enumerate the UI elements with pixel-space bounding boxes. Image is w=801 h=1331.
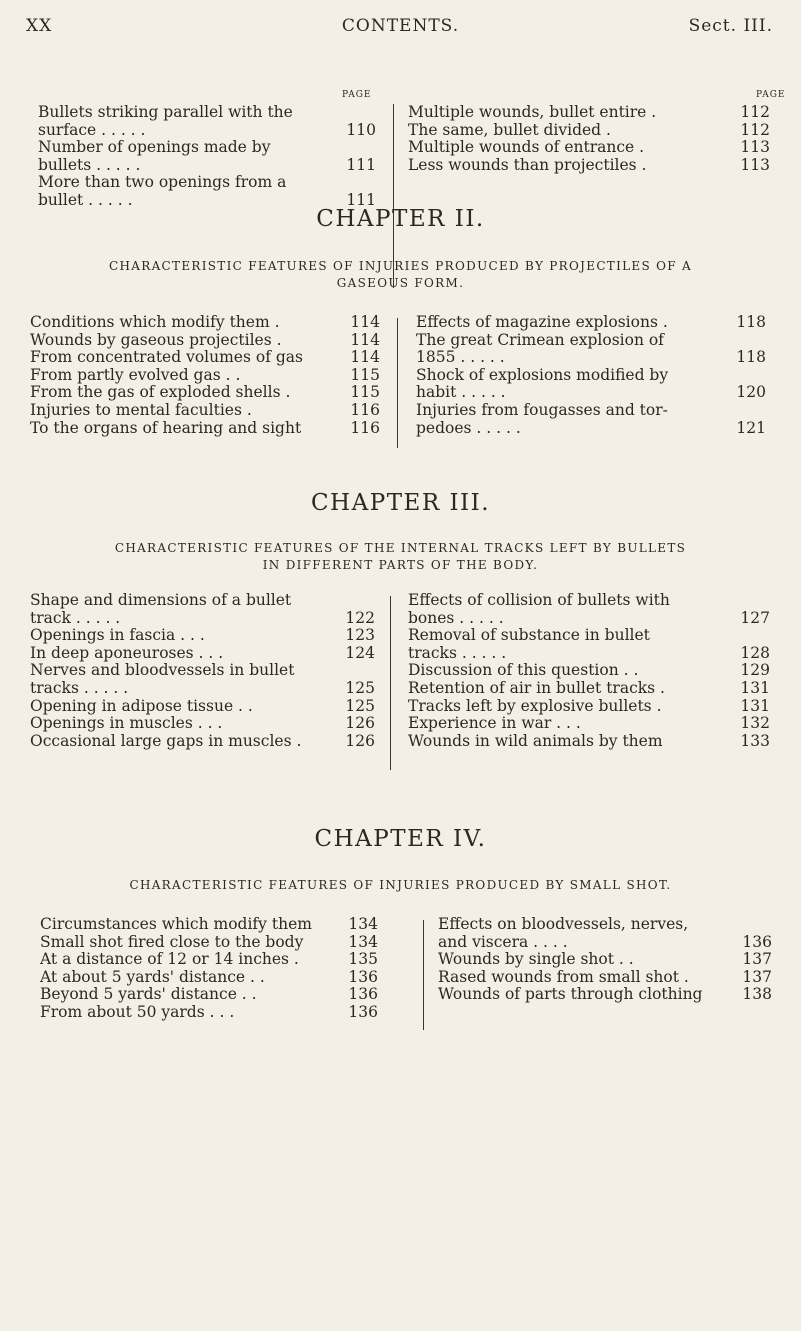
toc-entry-title: More than two openings from a	[38, 173, 287, 192]
toc-entry-title: Retention of air in bullet tracks .	[408, 678, 665, 697]
toc-entry-title: To the organs of hearing and sight	[30, 418, 302, 437]
chapter-2-right-column	[416, 314, 766, 437]
toc-entry	[30, 645, 375, 663]
running-title: CONTENTS.	[341, 16, 460, 36]
page-column-label: PAGE	[342, 90, 372, 100]
toc-entry-title: Openings in fascia . . .	[30, 626, 205, 645]
toc-entry-title: Tracks left by explosive bullets .	[408, 696, 662, 715]
toc-entry-title: bullet . . . . .	[38, 190, 133, 209]
toc-entry-page: 122	[345, 608, 375, 627]
toc-entry	[30, 332, 380, 350]
toc-entry-title: Shock of explosions modified by	[416, 365, 669, 384]
running-header	[0, 16, 801, 46]
chapter-4-left-column	[40, 916, 378, 1022]
toc-entry-title: From the gas of exploded shells .	[30, 383, 291, 402]
toc-entry-page: 128	[740, 643, 770, 662]
chapter-3-contents	[0, 592, 801, 778]
toc-entry-title: From concentrated volumes of gas	[30, 348, 303, 367]
toc-entry-page: 138	[742, 985, 772, 1004]
toc-entry-title: Bullets striking parallel with the	[38, 103, 293, 121]
toc-entry	[30, 698, 375, 716]
toc-entry	[408, 662, 770, 680]
toc-entry-title: track . . . . .	[30, 608, 121, 627]
toc-entry-title: Effects of collision of bullets with	[408, 591, 670, 609]
toc-entry-page: 125	[345, 696, 375, 715]
toc-entry	[40, 986, 378, 1004]
toc-entry	[416, 367, 766, 402]
toc-entry-title: Small shot fired close to the body	[40, 932, 304, 951]
toc-entry-title: Effects on bloodvessels, nerves,	[438, 915, 689, 933]
toc-entry-title: Shape and dimensions of a bullet	[30, 591, 292, 609]
toc-entry-page: 131	[740, 678, 770, 697]
toc-entry	[408, 627, 770, 662]
subtitle-line: CHARACTERISTIC FEATURES OF INJURIES PRODUCED BY PROJECTILES OF A	[109, 259, 692, 273]
toc-entry	[30, 592, 375, 627]
column-divider	[390, 596, 391, 770]
toc-entry-title: habit . . . . .	[416, 383, 506, 402]
toc-entry-page: 112	[740, 120, 770, 139]
toc-entry-page: 111	[346, 190, 376, 209]
toc-entry-page: 132	[740, 714, 770, 733]
toc-entry-page: 127	[740, 608, 770, 627]
toc-entry	[30, 349, 380, 367]
toc-entry	[38, 104, 376, 139]
toc-entry	[40, 951, 378, 969]
toc-entry-title: Conditions which modify them .	[30, 313, 280, 331]
toc-entry	[416, 314, 766, 332]
toc-entry-title: At about 5 yards' distance . .	[40, 967, 265, 986]
toc-entry-title: Injuries to mental faculties .	[30, 400, 252, 419]
toc-entry-title: Occasional large gaps in muscles .	[30, 731, 302, 750]
page-number-roman: XX	[26, 16, 53, 36]
subtitle-line: IN DIFFERENT PARTS OF THE BODY.	[262, 558, 539, 572]
section-label: Sect. III.	[688, 16, 773, 36]
toc-entry-page: 118	[736, 348, 766, 367]
toc-entry	[40, 969, 378, 987]
toc-entry	[408, 733, 770, 751]
toc-entry	[30, 420, 380, 438]
toc-entry-page: 134	[348, 915, 378, 933]
toc-entry-title: Number of openings made by	[38, 138, 271, 157]
chapter-4-title: CHAPTER IV.	[314, 826, 487, 852]
toc-entry-page: 121	[736, 418, 766, 437]
subtitle-line: CHARACTERISTIC FEATURES OF THE INTERNAL TRACKS LEFT BY BULLETS	[114, 541, 687, 555]
toc-entry-title: Wounds by gaseous projectiles .	[30, 330, 282, 349]
toc-entry-title: From partly evolved gas . .	[30, 365, 241, 384]
toc-entry-page: 116	[350, 418, 380, 437]
chapter-2-subtitle	[0, 258, 801, 292]
toc-entry	[408, 122, 770, 140]
toc-entry-title: Effects of magazine explosions .	[416, 313, 668, 331]
toc-entry-page: 114	[350, 330, 380, 349]
toc-entry-title: Circumstances which modify them	[40, 915, 312, 933]
chapter-2-contents	[0, 314, 801, 454]
toc-entry-title: Opening in adipose tissue . .	[30, 696, 253, 715]
chapter-3-right-column	[408, 592, 770, 750]
toc-entry-title: The same, bullet divided .	[408, 120, 611, 139]
toc-entry-page: 110	[346, 120, 376, 139]
toc-entry	[416, 332, 766, 367]
toc-entry-title: Rased wounds from small shot .	[438, 967, 689, 986]
toc-entry	[408, 157, 770, 175]
toc-entry	[438, 951, 772, 969]
toc-entry-page: 133	[740, 731, 770, 750]
toc-entry-title: In deep aponeuroses . . .	[30, 643, 224, 662]
toc-entry-title: Multiple wounds, bullet entire .	[408, 103, 657, 121]
toc-entry-title: Less wounds than projectiles .	[408, 155, 647, 174]
toc-entry	[438, 986, 772, 1004]
toc-entry-title: Beyond 5 yards' distance . .	[40, 985, 257, 1004]
toc-entry	[408, 592, 770, 627]
toc-entry	[30, 402, 380, 420]
toc-entry-page: 135	[348, 950, 378, 969]
toc-entry-title: tracks . . . . .	[30, 678, 129, 697]
toc-entry	[40, 1004, 378, 1022]
toc-entry-title: Wounds of parts through clothing	[438, 985, 703, 1004]
chapter-4-right-column	[438, 916, 772, 1004]
toc-entry-page: 114	[350, 313, 380, 331]
toc-entry-title: Wounds in wild animals by them	[408, 731, 663, 750]
chapter-3-title: CHAPTER III.	[310, 490, 491, 516]
toc-entry-title: 1855 . . . . .	[416, 348, 505, 367]
toc-entry	[438, 916, 772, 951]
toc-entry-page: 118	[736, 313, 766, 331]
chapter-3-left-column	[30, 592, 375, 750]
top-right-column	[408, 104, 770, 174]
toc-entry	[38, 139, 376, 174]
toc-entry	[416, 402, 766, 437]
toc-entry-title: Experience in war . . .	[408, 714, 581, 733]
toc-entry-page: 136	[742, 932, 772, 951]
toc-entry-page: 115	[350, 365, 380, 384]
toc-entry-page: 114	[350, 348, 380, 367]
column-divider	[423, 920, 424, 1030]
subtitle-line: CHARACTERISTIC FEATURES OF INJURIES PRODUCED BY SMALL SHOT.	[129, 878, 672, 892]
chapter-2-left-column	[30, 314, 380, 437]
toc-entry-page: 112	[740, 103, 770, 121]
toc-entry-page: 125	[345, 678, 375, 697]
page-column-label: PAGE	[756, 90, 786, 100]
toc-entry-title: and viscera . . . .	[438, 932, 568, 951]
toc-entry-title: Wounds by single shot . .	[438, 950, 634, 969]
subtitle-line: GASEOUS FORM.	[336, 276, 465, 290]
toc-entry	[30, 715, 375, 733]
toc-entry-page: 120	[736, 383, 766, 402]
toc-entry-page: 113	[740, 155, 770, 174]
top-left-column	[38, 104, 376, 210]
toc-entry-title: From about 50 yards . . .	[40, 1002, 235, 1021]
toc-entry-title: pedoes . . . . .	[416, 418, 521, 437]
toc-entry-page: 113	[740, 138, 770, 157]
toc-entry-page: 134	[348, 932, 378, 951]
toc-entry-page: 131	[740, 696, 770, 715]
toc-entry-title: Openings in muscles . . .	[30, 714, 223, 733]
toc-entry-title: Discussion of this question . .	[408, 661, 639, 680]
chapter-2-title: CHAPTER II.	[316, 206, 485, 232]
toc-entry	[408, 715, 770, 733]
toc-entry	[438, 969, 772, 987]
toc-entry	[30, 384, 380, 402]
toc-entry-page: 115	[350, 383, 380, 402]
toc-entry	[30, 662, 375, 697]
toc-entry-title: At a distance of 12 or 14 inches .	[40, 950, 299, 969]
toc-entry-page: 136	[348, 1002, 378, 1021]
toc-entry-page: 126	[345, 714, 375, 733]
toc-entry-title: Injuries from fougasses and tor-	[416, 400, 668, 419]
toc-entry-title: Multiple wounds of entrance .	[408, 138, 645, 157]
toc-entry-title: bones . . . . .	[408, 608, 504, 627]
toc-entry-title: Removal of substance in bullet	[408, 626, 650, 645]
toc-entry-title: bullets . . . . .	[38, 155, 141, 174]
toc-entry-page: 123	[345, 626, 375, 645]
toc-entry	[30, 314, 380, 332]
toc-entry	[408, 680, 770, 698]
column-divider	[397, 318, 398, 448]
chapter-4-subtitle	[0, 877, 801, 894]
toc-entry-page: 124	[345, 643, 375, 662]
toc-entry-title: Nerves and bloodvessels in bullet	[30, 661, 295, 680]
toc-entry-page: 136	[348, 985, 378, 1004]
toc-entry-page: 116	[350, 400, 380, 419]
chapter-3-subtitle	[0, 540, 801, 574]
toc-entry	[408, 139, 770, 157]
toc-entry-page: 137	[742, 950, 772, 969]
toc-entry	[30, 733, 375, 751]
toc-entry-page: 129	[740, 661, 770, 680]
toc-entry-page: 136	[348, 967, 378, 986]
toc-entry	[408, 698, 770, 716]
toc-entry-page: 126	[345, 731, 375, 750]
toc-entry	[40, 934, 378, 952]
toc-entry-page: 137	[742, 967, 772, 986]
toc-entry	[408, 104, 770, 122]
toc-entry-title: tracks . . . . .	[408, 643, 507, 662]
toc-entry	[38, 174, 376, 209]
toc-entry-title: The great Crimean explosion of	[416, 330, 664, 349]
toc-entry	[40, 916, 378, 934]
toc-entry	[30, 367, 380, 385]
toc-entry	[30, 627, 375, 645]
toc-entry-title: surface . . . . .	[38, 120, 146, 139]
chapter-4-contents	[0, 916, 801, 1036]
toc-entry-page: 111	[346, 155, 376, 174]
